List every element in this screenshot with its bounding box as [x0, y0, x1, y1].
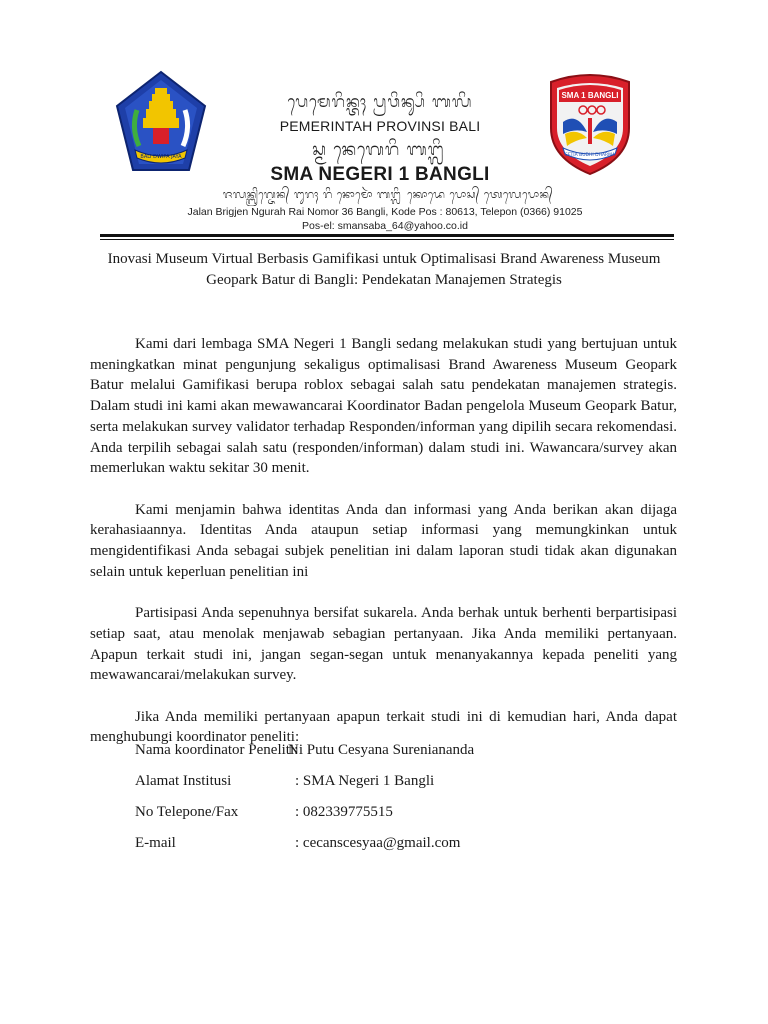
balinese-province-name: ᬧᬾᬫᬾᬭᬶᬦ᭄ᬢᬄ ᬧ᭄ᬭᬯᬶᬦ᭄ᬲᬶ ᬩᬮᬶ: [287, 92, 473, 111]
school-shield-emblem-icon: [545, 72, 635, 176]
right-logo-ribbon: SETIA BUDHI DHARMA: [564, 153, 616, 158]
coordinator-label: Nama koordinator Peneliti:: [135, 742, 299, 758]
balinese-address: ᬚᬮᬦ᭄ᬩ᭄ᬭᬶᬕ᭄ᬚᬾᬦ᭄ ᬗᬸᬭᬄ ᬭᬶ ᬦᭀᬫᭀᬃ ᬩᬗ᭄ᬮᬶ ᬓᭀᬤᬾ ᬧᭀᬲ᭄ ᬢᬾᬮᬾᬧᭀᬦ᭄: [222, 188, 554, 201]
government-name: PEMERINTAH PROVINSI BALI: [279, 118, 481, 134]
right-logo-text: SMA 1 BANGLI: [561, 91, 619, 100]
paragraph-purpose: Kami dari lembaga SMA Negeri 1 Bangli sedang melakukan studi yang bertujuan untuk meningkatkan minat pengunjung sekaligus optimalisasi Brand Awareness Museum Geopark Batur melalui Gamifikasi berupa roblox sebagai salah satu pendekatan manajemen strategis. Dalam studi ini kami akan mewawancarai Koordinator Badan pengelola Museum Geopark Batur, serta melakukan survey validator terhadap Responden/informan yang dipilih secara rekomendasi. Anda terpilih sebagai salah satu (responden/informan) dalam studi ini. Wawancara/survey akan memerlukan waktu sekitar 30 menit.: [90, 336, 677, 477]
school-address: Jalan Brigjen Ngurah Rai Nomor 36 Bangli, Kode Pos : 80613, Telepon (0366) 91025: [187, 206, 583, 218]
email-label: E-mail: [135, 835, 176, 851]
phone-label: No Telepone/Fax: [135, 804, 239, 820]
paragraph-confidentiality: Kami menjamin bahwa identitas Anda dan informasi yang Anda berikan akan dijaga kerahasiaannya. Identitas Anda ataupun setiap informasi yang memungkinkan untuk mengidentifikasi Anda sebagai subjek penelitian ini dalam laporan studi tidak akan digunakan selain untuk keperluan penelitian ini: [90, 501, 677, 580]
school-name: SMA NEGERI 1 BANGLI: [270, 164, 490, 185]
document-title: Inovasi Museum Virtual Berbasis Gamifikasi untuk Optimalisasi Brand Awareness Museum Geopark Batur di Bangli: Pendekatan Manajemen Strategis: [107, 251, 661, 288]
school-email: Pos-el: smansaba_64@yahoo.co.id: [302, 220, 468, 232]
balinese-school-name: ᬲ᭄ᬫ ᬦᬾᬕᬾᬭᬶ ᬩᬗ᭄ᬮᬶ: [312, 140, 448, 160]
email-value: : cecanscesyaa@gmail.com: [295, 835, 461, 851]
document-body: [90, 334, 677, 769]
letterhead-divider-thick: [100, 234, 674, 237]
paragraph-participation: Partisipasi Anda sepenuhnya bersifat sukarela. Anda berhak untuk berhenti berpartisipasi setiap saat, atau menolak menjawab sebagian pertanyaan. Jika Anda memiliki pertanyaan. Apapun terkait studi ini, jangan segan-segan untuk menanyakannya kepada peneliti yang mewawancarai/melakukan survey.: [90, 605, 677, 684]
phone-value: : 082339775515: [295, 804, 393, 820]
coordinator-value: Ni Putu Cesyana Sureniananda: [288, 742, 475, 758]
left-logo-ribbon: BALI DWIPA JAYA: [140, 154, 182, 160]
bali-province-emblem-icon: [115, 70, 207, 174]
paragraph-contact-intro: Jika Anda memiliki pertanyaan apapun terkait studi ini di kemudian hari, Anda dapat menghubungi koordinator peneliti:: [90, 708, 677, 746]
letterhead-divider-thin: [100, 239, 674, 240]
institution-label: Alamat Institusi: [135, 773, 232, 789]
letterhead: [95, 66, 675, 240]
institution-value: : SMA Negeri 1 Bangli: [295, 773, 435, 789]
